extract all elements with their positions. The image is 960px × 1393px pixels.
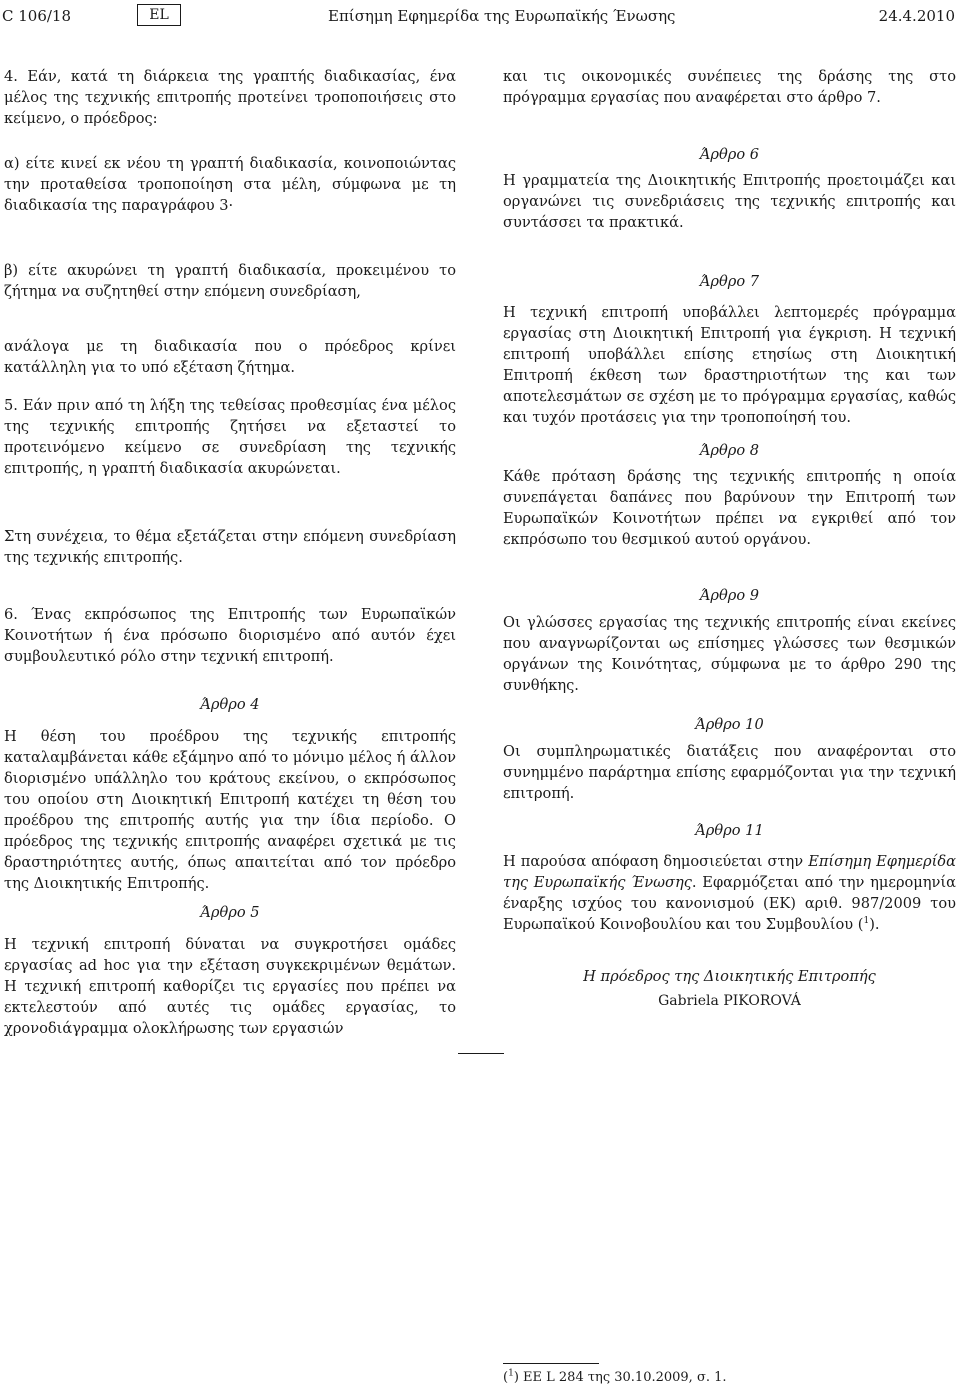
paragraph-4 — [4, 66, 456, 129]
page-number: C 106/18 — [2, 7, 72, 25]
article-title: Άρθρο 10 — [695, 716, 764, 733]
paragraph-4c — [4, 336, 456, 378]
paragraph-text: 5. Εάν πριν από τη λήξη της τεθείσας προθεσμίας ένα μέλος της τεχνικής επιτροπής ζητήσει να εξεταστεί το προτεινόμενο κείμενο σε συνεδρίαση της τεχνικής επιτροπής, η γραπτή διαδικασία ακυρώνεται. — [4, 397, 456, 477]
article-4 — [4, 694, 456, 894]
article-text: Η τεχνική επιτροπή δύναται να συγκροτήσει ομάδες εργασίας ad hoc για την εξέταση συγκεκριμένων θεμάτων. Η τεχνική επιτροπή καθορίζει τις εργασίες που πρέπει να εκτελεστούν από αυτές τις ομάδες εργασίας, το χρονοδιάγραμμα ολοκλήρωσης των εργασιών — [4, 936, 456, 1037]
article-text-part: . Εφαρμόζεται από την ημερομηνία έναρξης ισχύος του κανονισμού (ΕΚ) αριθ. 987/2009 του Ευρωπαϊκού Κοινοβουλίου και του Συμβουλίου ( — [503, 874, 956, 933]
article-text — [503, 851, 956, 935]
article-8 — [503, 440, 956, 550]
paragraph-text: 4. Εάν, κατά τη διάρκεια της γραπτής διαδικασίας, ένα μέλος της τεχνικής επιτροπής προτείνει τροποποιήσεις στο κείμενο, ο πρόεδρος: — [4, 68, 456, 127]
article-text: Κάθε πρόταση δράσης της τεχνικής επιτροπής η οποία συνεπάγεται δαπάνες που βαρύνουν την Επιτροπή των Ευρωπαϊκών Κοινοτήτων πρέπει να εγκριθεί από τον εκπρόσωπο του θεσμικού αυτού οργάνου. — [503, 468, 956, 548]
article-text: Οι συμπληρωματικές διατάξεις που αναφέρονται στο συνημμένο παράρτημα επίσης εφαρμόζονται για την τεχνική επιτροπή. — [503, 743, 956, 802]
article-text: Η θέση του προέδρου της τεχνικής επιτροπής καταλαμβάνεται κάθε εξάμηνο από το μόνιμο μέλος ή άλλον διορισμένο υπάλληλο του κράτους εκείνου, ο εκπρόσωπος του οποίου στη Διοικητική Επιτροπή κατέχει τη θέση του προέδρου της επιτροπής αυτής για την ίδια περίοδο. Ο πρόεδρος της τεχνικής επιτροπής αναφέρει σχετικά με τις δραστηριότητες αυτής, όπως απαιτείται από τον πρόεδρο της Διοικητικής Επιτροπής. — [4, 728, 456, 892]
article-10 — [503, 714, 956, 804]
signature-block — [503, 966, 956, 1012]
article-11 — [503, 820, 956, 935]
end-separator-line — [458, 1053, 504, 1054]
article-text: Οι γλώσσες εργασίας της τεχνικής επιτροπής είναι εκείνες που αναγνωρίζονται ως επίσημες γλώσσες των θεσμικών οργάνων της Κοινότητας, σύμφωνα με το άρθρο 290 της συνθήκης. — [503, 614, 956, 694]
paragraph-4a — [4, 153, 456, 216]
footnote-rule — [503, 1363, 599, 1364]
continuation-paragraph — [503, 66, 956, 108]
paragraph-text: α) είτε κινεί εκ νέου τη γραπτή διαδικασία, κοινοποιώντας την προταθείσα τροποποίηση στα μέλη, σύμφωνα με τη διαδικασία της παραγράφου 3· — [4, 155, 456, 214]
article-title: Άρθρο 9 — [699, 587, 760, 604]
paragraph-text: β) είτε ακυρώνει τη γραπτή διαδικασία, προκειμένου το ζήτημα να συζητηθεί στην επόμενη συνεδρίαση, — [4, 262, 456, 300]
paragraph-5b — [4, 526, 456, 568]
article-title: Άρθρο 4 — [200, 696, 260, 713]
article-9 — [503, 585, 956, 696]
article-text-part: Η παρούσα απόφαση δημοσιεύεται στην — [503, 853, 809, 870]
article-5 — [4, 902, 456, 1039]
article-title: Άρθρο 8 — [699, 442, 760, 459]
paragraph-4b — [4, 260, 456, 302]
language-code-box: EL — [137, 4, 181, 26]
article-title: Άρθρο 7 — [699, 273, 760, 290]
paragraph-text: ανάλογα με τη διαδικασία που ο πρόεδρος κρίνει κατάλληλη για το υπό εξέταση ζήτημα. — [4, 338, 456, 376]
footnote-reference[interactable]: 1 — [863, 916, 870, 927]
journal-title: Επίσημη Εφημερίδα της Ευρωπαϊκής Ένωσης — [328, 7, 676, 25]
footnote: ($^1$) ΕΕ L 284 της 30.10.2009, σ. 1. — [503, 1368, 727, 1385]
article-title: Άρθρο 6 — [699, 146, 760, 163]
article-title: Άρθρο 11 — [695, 822, 764, 839]
article-text: Η τεχνική επιτροπή υποβάλλει λεπτομερές πρόγραμμα εργασίας στη Διοικητική Επιτροπή για έγκριση. Η τεχνική επιτροπή υποβάλλει επίσης ετησίως στη Διοικητική Επιτροπή έκθεση των δραστηριοτήτων της και των αποτελεσμάτων σε σχέση με το πρόγραμμα εργασίας, καθώς και τυχόν προτάσεις για την τροποποίησή του. — [503, 304, 956, 426]
paragraph-6 — [4, 604, 456, 667]
page-header — [2, 4, 957, 28]
article-7 — [503, 271, 956, 428]
publication-date: 24.4.2010 — [878, 7, 955, 25]
paragraph-text: Στη συνέχεια, το θέμα εξετάζεται στην επόμενη συνεδρίαση της τεχνικής επιτροπής. — [4, 528, 456, 566]
paragraph-text: 6. Ένας εκπρόσωπος της Επιτροπής των Ευρωπαϊκών Κοινοτήτων ή ένα πρόσωπο διορισμένο από αυτόν έχει συμβουλευτικό ρόλο στην τεχνική επιτροπή. — [4, 606, 456, 665]
paragraph-5 — [4, 395, 456, 479]
article-text-part: ). — [869, 916, 880, 933]
signature-role: Η πρόεδρος της Διοικητικής Επιτροπής — [583, 968, 876, 985]
article-6 — [503, 144, 956, 233]
article-text: Η γραμματεία της Διοικητικής Επιτροπής προετοιμάζει και οργανώνει τις συνεδριάσεις της τεχνικής επιτροπής και συντάσσει τα πρακτικά. — [503, 172, 956, 231]
signature-name: Gabriela PIKOROVÁ — [658, 993, 801, 1009]
article-title: Άρθρο 5 — [200, 904, 260, 921]
journal-name-italic: Επίσημη Εφημερίδα της Ευρωπαϊκής Ένωσης — [503, 853, 956, 891]
footnote-text: ΕΕ L 284 της 30.10.2009, σ. 1. — [523, 1370, 727, 1385]
footnote-marker: 1 — [508, 1368, 514, 1379]
paragraph-text: και τις οικονομικές συνέπειες της δράσης της στο πρόγραμμα εργασίας που αναφέρεται στο άρθρο 7. — [503, 68, 956, 106]
